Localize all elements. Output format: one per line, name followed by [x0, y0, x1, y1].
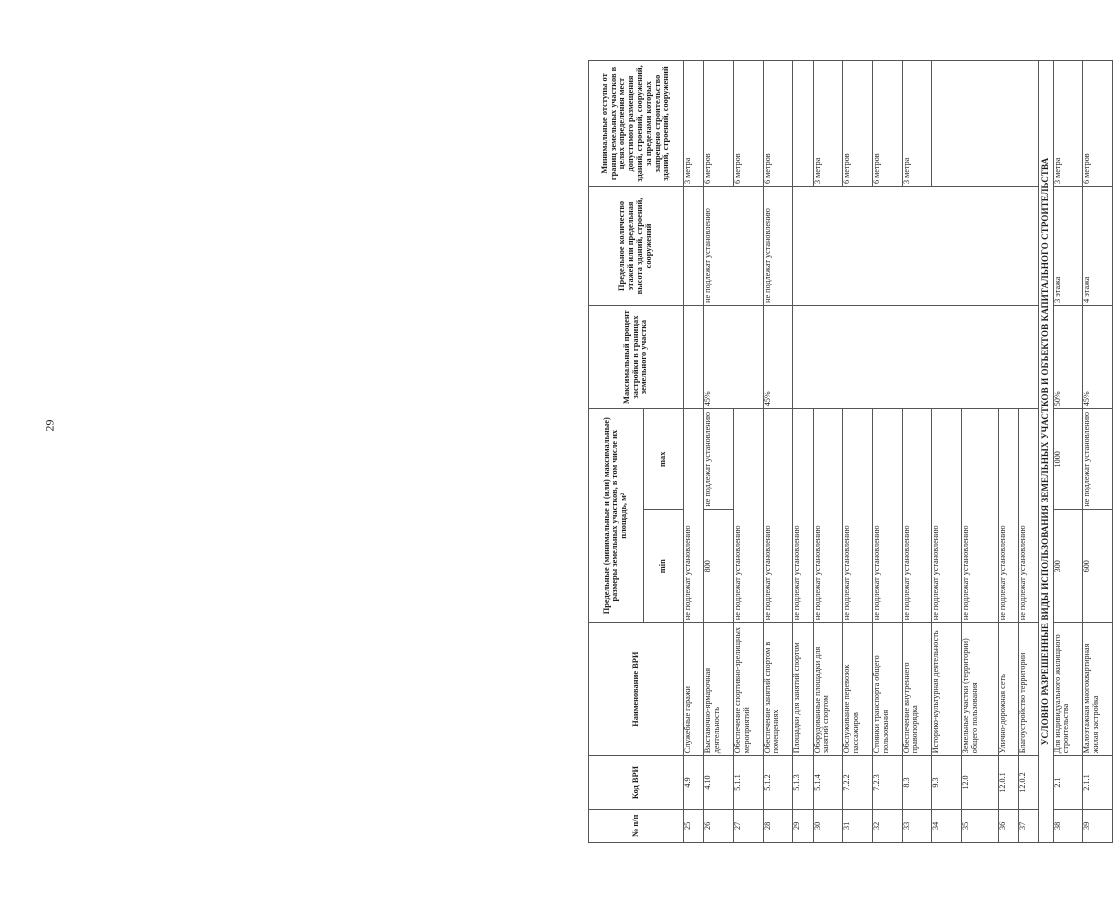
cell-minmax: не подлежат установлению: [902, 409, 932, 623]
cell-num: 39: [1083, 809, 1113, 842]
cell-min: 800: [704, 510, 734, 623]
header-floors: Предельное количество этажей или предельная высота зданий, строений, сооружений: [589, 187, 684, 306]
cell-code: 5.1.1: [733, 756, 763, 809]
table-row: [1083, 61, 1113, 843]
cell-setback: 6 метров: [872, 61, 902, 187]
cell-floors: не подлежат установлению: [763, 187, 793, 306]
cell-name: Служебные гаражи: [684, 623, 704, 756]
cell-code: 8.3: [902, 756, 932, 809]
cell-num: 33: [902, 809, 932, 842]
cell-max: не подлежат установлению: [1083, 409, 1113, 510]
cell-setback: 6 метров: [843, 61, 873, 187]
cell-setback: [793, 61, 813, 187]
cell-floors: не подлежат установлению: [704, 187, 763, 306]
cell-name: Обеспечение внутреннего правопорядка: [902, 623, 932, 756]
cell-code: 5.1.3: [793, 756, 813, 809]
cell-code: 4.10: [704, 756, 734, 809]
cell-minmax: не подлежат установлению: [932, 409, 962, 623]
header-setback: Минимальные отступы от границ земельных участков в целях определения мест допустимого размещения зданий, строений, сооружений, за пределами которых запрещено строительство зданий, строений, сооружений: [589, 61, 684, 187]
cell-minmax: не подлежат установлению: [763, 409, 793, 623]
cell-name: Историко-культурная деятельность: [932, 623, 962, 756]
cell-floors: 3 этажа: [1053, 187, 1083, 306]
cell-code: 5.1.4: [813, 756, 843, 809]
table-row: [733, 61, 763, 843]
header-code: Код ВРИ: [589, 756, 684, 809]
header-num: № п/п: [589, 809, 684, 842]
zoning-table: [588, 60, 1113, 843]
cell-setback: 3 метра: [813, 61, 843, 187]
cell-name: Площадки для занятий спортом: [793, 623, 813, 756]
cell-code: 9.3: [932, 756, 962, 809]
cell-code: 4.9: [684, 756, 704, 809]
header-max: max: [643, 409, 683, 510]
cell-setback: 3 метра: [684, 61, 704, 187]
section-row: [1039, 61, 1053, 843]
section-title: УСЛОВНО РАЗРЕШЕННЫЕ ВИДЫ ИСПОЛЬЗОВАНИЯ ЗЕМЕЛЬНЫХ УЧАСТКОВ И ОБЪЕКТОВ КАПИТАЛЬНОГО СТРОИТЕЛЬСТВА: [1039, 61, 1053, 843]
cell-max: не подлежат установлению: [704, 409, 734, 510]
header-row-1: [589, 61, 644, 843]
cell-setback: 6 метров: [763, 61, 793, 187]
cell-build-percent: 45%: [1083, 305, 1113, 408]
cell-max: 1000: [1053, 409, 1083, 510]
cell-code: 7.2.3: [872, 756, 902, 809]
cell-build-percent: [793, 305, 1039, 408]
cell-name: Благоустройство территории: [1019, 623, 1039, 756]
cell-num: 34: [932, 809, 962, 842]
table-row: [843, 61, 873, 843]
table-row: [704, 61, 734, 843]
cell-build-percent: 50%: [1053, 305, 1083, 408]
cell-num: 35: [962, 809, 999, 842]
cell-num: 37: [1019, 809, 1039, 842]
cell-setback: 6 метров: [704, 61, 734, 187]
cell-code: 2.1.1: [1083, 756, 1113, 809]
zoning-table-rotated: [588, 60, 1113, 843]
table-row: [763, 61, 793, 843]
cell-setback: 3 метра: [1053, 61, 1083, 187]
cell-name: Обеспечение спортивно-зрелищных мероприятий: [733, 623, 763, 756]
cell-floors: [684, 187, 704, 306]
cell-minmax: не подлежат установлению: [813, 409, 843, 623]
cell-num: 28: [763, 809, 793, 842]
cell-min: 300: [1053, 510, 1083, 623]
page-number: 29: [42, 419, 57, 432]
cell-floors: 4 этажа: [1083, 187, 1113, 306]
cell-minmax: не подлежат установлению: [843, 409, 873, 623]
cell-minmax: не подлежат установлению: [1019, 409, 1039, 623]
table-row: [1053, 61, 1083, 843]
header-min: min: [643, 510, 683, 623]
cell-num: 26: [704, 809, 734, 842]
cell-num: 38: [1053, 809, 1083, 842]
cell-min: 600: [1083, 510, 1113, 623]
table-row: [793, 61, 813, 843]
table-row: [902, 61, 932, 843]
cell-code: 12.0: [962, 756, 999, 809]
cell-minmax: не подлежат установлению: [793, 409, 813, 623]
cell-num: 29: [793, 809, 813, 842]
cell-name: Оборудованные площадки для занятий спортом: [813, 623, 843, 756]
cell-name: Выставочно-ярмарочная деятельность: [704, 623, 734, 756]
cell-name: Стоянки транспорта общего пользования: [872, 623, 902, 756]
cell-code: 7.2.2: [843, 756, 873, 809]
cell-num: 31: [843, 809, 873, 842]
cell-name: Земельные участки (территории) общего пользования: [962, 623, 999, 756]
cell-name: Обслуживание перевозок пассажиров: [843, 623, 873, 756]
table-row: [932, 61, 962, 843]
cell-code: 5.1.2: [763, 756, 793, 809]
cell-name: Малоэтажная многоквартирная жилая застройка: [1083, 623, 1113, 756]
header-name: Наименование ВРИ: [589, 623, 684, 756]
cell-minmax: не подлежат установлению: [962, 409, 999, 623]
cell-code: 12.0.2: [1019, 756, 1039, 809]
cell-name: Для индивидуального жилищного строительства: [1053, 623, 1083, 756]
table-row: [684, 61, 704, 843]
cell-code: 2.1: [1053, 756, 1083, 809]
cell-minmax: не подлежат установлению: [998, 409, 1018, 623]
header-build-percent: Максимальный процент застройки в границах земельного участка: [589, 305, 684, 408]
cell-build-percent: 45%: [704, 305, 763, 408]
cell-setback: 6 метров: [733, 61, 763, 187]
cell-minmax: не подлежат установлению: [684, 409, 704, 623]
cell-code: 12.0.1: [998, 756, 1018, 809]
header-size-group: Предельные (минимальные и (или) максимальные) размеры земельных участков, в том числе их площадь, м²: [589, 409, 644, 623]
cell-build-percent: [684, 305, 704, 408]
cell-name: Обеспечение занятий спортом в помещениях: [763, 623, 793, 756]
cell-num: 36: [998, 809, 1018, 842]
table-row: [813, 61, 843, 843]
cell-build-percent: 45%: [763, 305, 793, 408]
table-row: [872, 61, 902, 843]
cell-name: Улично-дорожная сеть: [998, 623, 1018, 756]
cell-floors: [793, 187, 1039, 306]
cell-setback: 3 метра: [902, 61, 932, 187]
cell-setback: 6 метров: [1083, 61, 1113, 187]
cell-minmax: не подлежат установлению: [733, 409, 763, 623]
cell-setback: [932, 61, 1039, 187]
cell-num: 32: [872, 809, 902, 842]
cell-num: 25: [684, 809, 704, 842]
cell-num: 30: [813, 809, 843, 842]
cell-num: 27: [733, 809, 763, 842]
cell-minmax: не подлежат установлению: [872, 409, 902, 623]
